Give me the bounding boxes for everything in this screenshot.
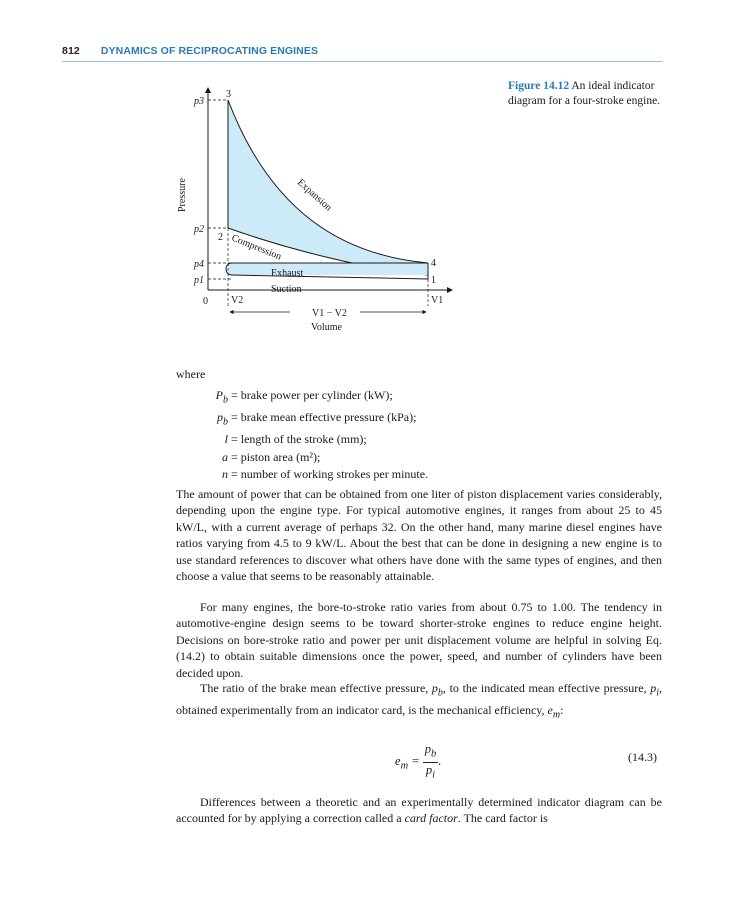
pumping-loop [228,263,428,275]
definition-text: = brake power per cylinder (kW); [231,388,393,402]
definition-symbol: a [222,449,228,464]
indicator-diagram [170,80,470,340]
equation-denominator: $p_i$ [425,762,436,780]
definition-symbol: l [224,431,228,446]
paragraph-2: For many engines, the bore-to-stroke ratio varies from about 0.75 to 1.00. The tendency in automotive-engine design seems to be toward shorter-stroke engines to reduce engine height. Decisions on bore-stroke ratio and power per unit displacement volume are helpful in solving Eq. (14.2) to obtain suitable dimensions once the power, speed, and number of cylinders have been decided upon. [176,600,662,680]
equation-numerator: $p_b$ [423,742,438,763]
point-4: 4 [431,258,436,269]
equation-14-3 [395,742,441,782]
equation-number: (14.3) [628,750,657,764]
definition-row [190,449,428,467]
definition-row [190,387,428,409]
tick-p1: p1 [194,275,204,286]
tick-v2: V2 [231,295,244,306]
definition-row [190,409,428,431]
equation-period: . [438,753,442,768]
suction-label: Suction [271,284,302,295]
expansion-label: Expansion [294,177,334,214]
tick-p2: p2 [194,224,204,235]
definition-text: = brake mean effective pressure (kPa); [231,409,417,424]
tick-v1: V1 [431,295,444,306]
paragraph-4: Differences between a theoretic and an experimentally determined indicator diagram can be accounted for by applying a correction called a card factor. The card factor is [176,795,662,826]
definition-row [190,431,428,449]
symbol-em: $e_m$ [547,702,561,721]
definition-text: = piston area (m²); [231,449,321,464]
definition-list [190,387,428,484]
compression-label: Compression [229,232,283,263]
definition-row [190,466,428,484]
y-axis-label: Pressure [177,178,188,212]
point-3: 3 [226,89,231,100]
definition-text: = length of the stroke (mm); [231,431,367,446]
definition-text: = number of working strokes per minute. [231,467,429,482]
symbol-pb: $p_b$ [431,681,443,699]
definition-symbol: n [222,467,228,482]
tick-p4: p4 [194,259,204,270]
running-title: DYNAMICS OF RECIPROCATING ENGINES [100,45,319,57]
equation-fraction [423,742,438,782]
origin-label: 0 [203,296,208,307]
definition-symbol: $p_b$ [217,409,228,428]
suction-line [232,275,428,279]
equation-lhs: $e_m$ = [395,753,420,772]
header-rule [62,61,663,62]
tick-p3: p3 [194,96,204,107]
running-header [62,45,662,57]
symbol-pi: $p_i$ [650,681,659,699]
definition-symbol: $P_b$ [215,388,228,406]
exhaust-label: Exhaust [271,268,304,279]
x-axis-label: Volume [311,322,342,333]
page-number: 812 [62,45,80,57]
figure-label: Figure 14.12 [508,80,570,92]
paragraph-1: The amount of power that can be obtained from one liter of piston displacement varies considerably, depending upon the engine type. For typical automotive engines, it ranges from about 25 to 45 kW/L, with a current average of perhaps 32. On the other hand, many marine diesel engines have ratios varying from 4.5 to 9 kW/L. About the best that can be done in designing a new engine is to use standard references to discover what others have done with the same types of engines, and then choose a value that seems to be reasonably attainable. [176,487,662,584]
span-label: V1 − V2 [312,308,347,319]
paragraph-3: The ratio of the brake mean effective pressure, $p_b$, to the indicated mean effective pressure, $p_i$, obtained experimentally from an indicator card, is the mechanical efficiency, $e_m$: [176,681,662,721]
point-2: 2 [218,232,223,243]
where-label: where [176,367,206,381]
figure-caption [508,79,668,109]
figure-caption-text: An ideal indicator diagram for a four-stroke engine. [508,80,661,107]
term-card-factor: card factor [404,811,458,826]
point-1: 1 [431,275,436,286]
